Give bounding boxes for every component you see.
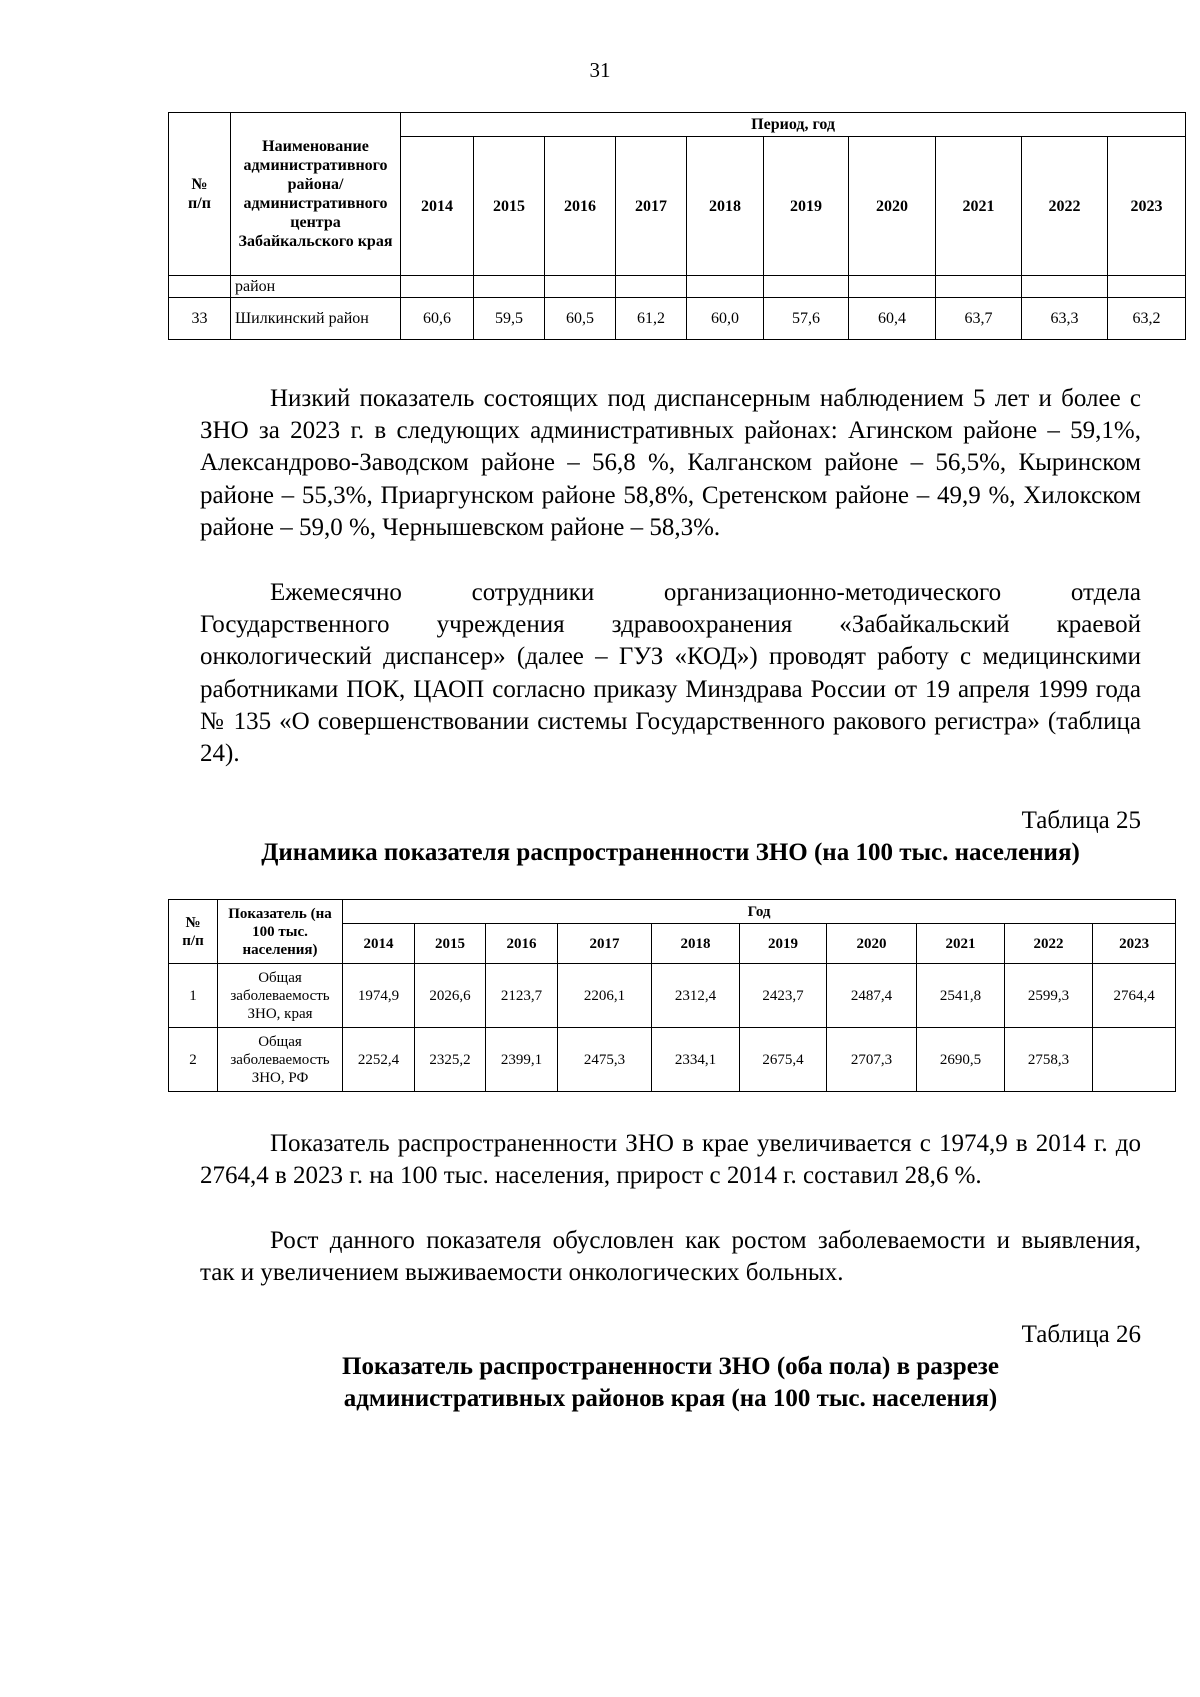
header-year: 2014: [343, 924, 415, 964]
row-value: 63,2: [1108, 298, 1186, 340]
row-value: [687, 276, 764, 298]
row-value: 2690,5: [917, 1028, 1005, 1092]
header-num: № п/п: [169, 900, 218, 964]
row-value: 2399,1: [486, 1028, 558, 1092]
row-value: [1093, 1028, 1176, 1092]
header-year: 2021: [936, 137, 1022, 276]
row-value: [1022, 276, 1108, 298]
row-value: 63,3: [1022, 298, 1108, 340]
header-year: 2019: [764, 137, 849, 276]
row-value: 60,0: [687, 298, 764, 340]
table-26-label: Таблица 26: [1021, 1321, 1141, 1348]
row-value: 2123,7: [486, 964, 558, 1028]
row-value: 63,7: [936, 298, 1022, 340]
header-year: 2014: [401, 137, 474, 276]
row-value: 2206,1: [558, 964, 652, 1028]
row-value: 2707,3: [827, 1028, 917, 1092]
header-year: 2018: [652, 924, 740, 964]
row-value: 2758,3: [1005, 1028, 1093, 1092]
page-number: 31: [589, 58, 611, 82]
paragraph-growth-reason: Рост данного показателя обусловлен как ростом заболеваемости и выявления, так и увеличением выживаемости онкологических больных.: [200, 1227, 1141, 1287]
row-value: 60,6: [401, 298, 474, 340]
row-value: [545, 276, 616, 298]
header-year: 2017: [558, 924, 652, 964]
header-year: 2022: [1022, 137, 1108, 276]
row-name: Общая заболеваемость ЗНО, РФ: [218, 1028, 343, 1092]
header-year: 2021: [917, 924, 1005, 964]
header-district-name: Наименование административного района/ административного центра Забайкальского края: [231, 113, 401, 276]
header-year: 2015: [415, 924, 486, 964]
row-num: 33: [169, 298, 231, 340]
header-year-group: Год: [343, 900, 1176, 924]
header-year: 2016: [486, 924, 558, 964]
row-value: 60,4: [849, 298, 936, 340]
table-25-label: Таблица 25: [1021, 807, 1141, 834]
header-year: 2022: [1005, 924, 1093, 964]
row-value: 2252,4: [343, 1028, 415, 1092]
row-num: 2: [169, 1028, 218, 1092]
table-26-title-line-2: административных районов края (на 100 тыс. населения): [343, 1385, 998, 1412]
row-value: 60,5: [545, 298, 616, 340]
header-year: 2020: [849, 137, 936, 276]
header-year: 2015: [474, 137, 545, 276]
header-num: № п/п: [169, 113, 231, 276]
header-year: 2016: [545, 137, 616, 276]
row-value: [616, 276, 687, 298]
row-value: 2599,3: [1005, 964, 1093, 1028]
header-year: 2023: [1093, 924, 1176, 964]
row-value: 1974,9: [343, 964, 415, 1028]
row-value: 2487,4: [827, 964, 917, 1028]
row-value: 2541,8: [917, 964, 1005, 1028]
row-value: 2325,2: [415, 1028, 486, 1092]
table-25-title: Динамика показателя распространенности ЗНО (на 100 тыс. населения): [261, 839, 1080, 866]
row-value: [1108, 276, 1186, 298]
row-value: 59,5: [474, 298, 545, 340]
row-value: [474, 276, 545, 298]
row-name: район: [231, 276, 401, 298]
paragraph-dispensary-low: Низкий показатель состоящих под диспансерным наблюдением 5 лет и более с ЗНО за 2023 г. в следующих административных районах: Агинском районе – 59,1%, Александрово-Заводском районе – 56,8 %, Калганском районе – 56,5%, Кыринском районе – 55,3%, Приаргунском районе 58,8%, Сретенском районе – 49,9 %, Хилокском районе – 59,0 %, Чернышевском районе – 58,3%.: [200, 385, 1141, 541]
table-row: [169, 964, 1176, 1028]
row-value: 2334,1: [652, 1028, 740, 1092]
header-year: 2017: [616, 137, 687, 276]
header-year: 2018: [687, 137, 764, 276]
paragraph-methodology: Ежемесячно сотрудники организационно-методического отдела Государственного учреждения здравоохранения «Забайкальский краевой онкологический диспансер» (далее – ГУЗ «КОД») проводят работу с медицинскими работниками ПОК, ЦАОП согласно приказу Минздрава России от 19 апреля 1999 года № 135 «О совершенствовании системы Государственного ракового регистра» (таблица 24).: [200, 579, 1141, 768]
header-period: Период, год: [401, 113, 1186, 137]
row-value: 2312,4: [652, 964, 740, 1028]
row-value: 2764,4: [1093, 964, 1176, 1028]
header-year: 2023: [1108, 137, 1186, 276]
row-value: 2423,7: [740, 964, 827, 1028]
header-indicator: Показатель (на 100 тыс. населения): [218, 900, 343, 964]
row-value: 61,2: [616, 298, 687, 340]
row-value: 2675,4: [740, 1028, 827, 1092]
table-row: [169, 1028, 1176, 1092]
row-num: 1: [169, 964, 218, 1028]
row-value: 57,6: [764, 298, 849, 340]
row-num: [169, 276, 231, 298]
header-year: 2019: [740, 924, 827, 964]
row-value: [764, 276, 849, 298]
row-value: [849, 276, 936, 298]
prevalence-dynamics-table: [168, 899, 1176, 1092]
row-name: Шилкинский район: [231, 298, 401, 340]
table-row: [169, 298, 1186, 340]
header-year: 2020: [827, 924, 917, 964]
row-value: 2026,6: [415, 964, 486, 1028]
row-value: [936, 276, 1022, 298]
row-value: 2475,3: [558, 1028, 652, 1092]
table-26-title-line-1: Показатель распространенности ЗНО (оба пола) в разрезе: [342, 1353, 999, 1380]
district-table-continued: [168, 112, 1186, 340]
paragraph-prevalence-growth: Показатель распространенности ЗНО в крае увеличивается с 1974,9 в 2014 г. до 2764,4 в 2023 г. на 100 тыс. населения, прирост с 2014 г. составил 28,6 %.: [200, 1130, 1141, 1190]
row-name: Общая заболеваемость ЗНО, края: [218, 964, 343, 1028]
row-value: [401, 276, 474, 298]
table-row: [169, 276, 1186, 298]
